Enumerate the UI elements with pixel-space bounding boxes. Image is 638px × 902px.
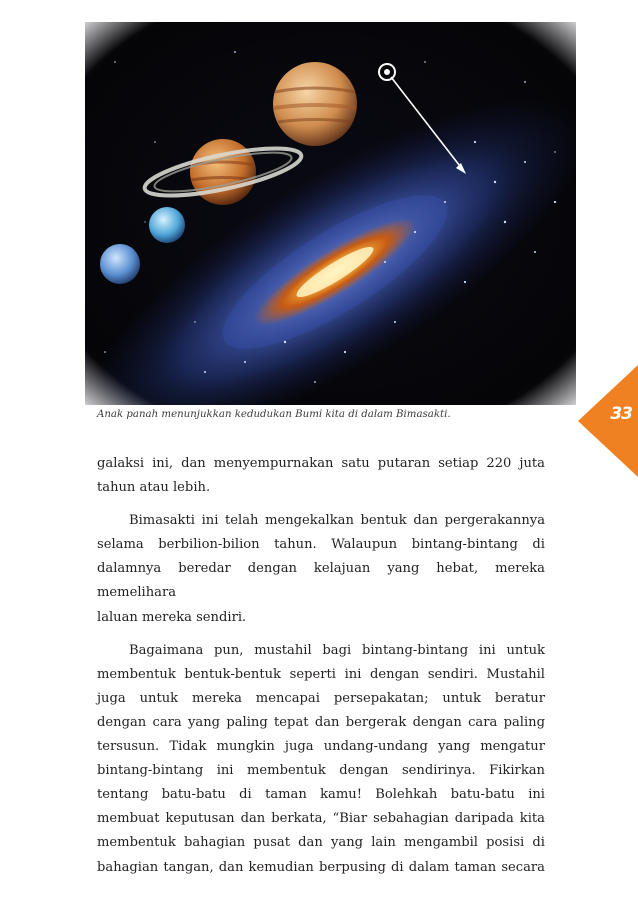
page-number: 33 xyxy=(610,404,632,424)
text-line: Bagaimana pun, mustahil bagi bintang-bintang ini untuk xyxy=(129,642,545,658)
text-line: galaksi ini, dan menyempurnakan satu putaran setiap 220 juta xyxy=(97,456,545,471)
text-line: tentang batu-batu di taman kamu! Bolehkah batu-batu ini xyxy=(97,787,545,803)
text-line: dengan cara yang paling tepat dan bergerak dengan cara paling xyxy=(97,714,545,730)
text-line: membuat keputusan dan berkata, “Biar sebahagian daripada kita xyxy=(97,811,545,827)
text-line: selama berbilion-bilion tahun. Walaupun bintang-bintang di xyxy=(97,537,545,553)
text-line: bintang-bintang ini membentuk dengan sendirinya. Fikirkan xyxy=(97,763,545,779)
paragraph-1 xyxy=(97,452,545,500)
paragraph-3 xyxy=(97,639,545,880)
text-line: tersusun. Tidak mungkin juga undang-undang yang mengatur xyxy=(97,739,545,755)
text-line: dalamnya beredar dengan kelajuan yang hebat, mereka memelihara xyxy=(97,561,545,601)
text-line: membentuk bahagian pusat dan yang lain mengambil posisi di xyxy=(97,835,545,851)
text-line: laluan mereka sendiri. xyxy=(97,609,247,625)
text-line: tahun atau lebih. xyxy=(97,480,211,496)
text-line: membentuk bentuk-bentuk seperti ini dengan sendiri. Mustahil xyxy=(97,666,545,682)
figure-caption: Anak panah menunjukkan kedudukan Bumi kita di dalam Bimasakti. xyxy=(97,409,451,420)
text-line: bahagian tangan, dan kemudian berpusing di dalam taman secara xyxy=(97,859,545,875)
galaxy-illustration xyxy=(85,22,576,405)
body-text xyxy=(97,452,545,889)
paragraph-2 xyxy=(97,509,545,629)
text-line: juga untuk mereka mencapai persepakatan; untuk beratur xyxy=(97,690,545,706)
text-line: Bimasakti ini telah mengekalkan bentuk dan pergerakannya xyxy=(129,513,545,529)
